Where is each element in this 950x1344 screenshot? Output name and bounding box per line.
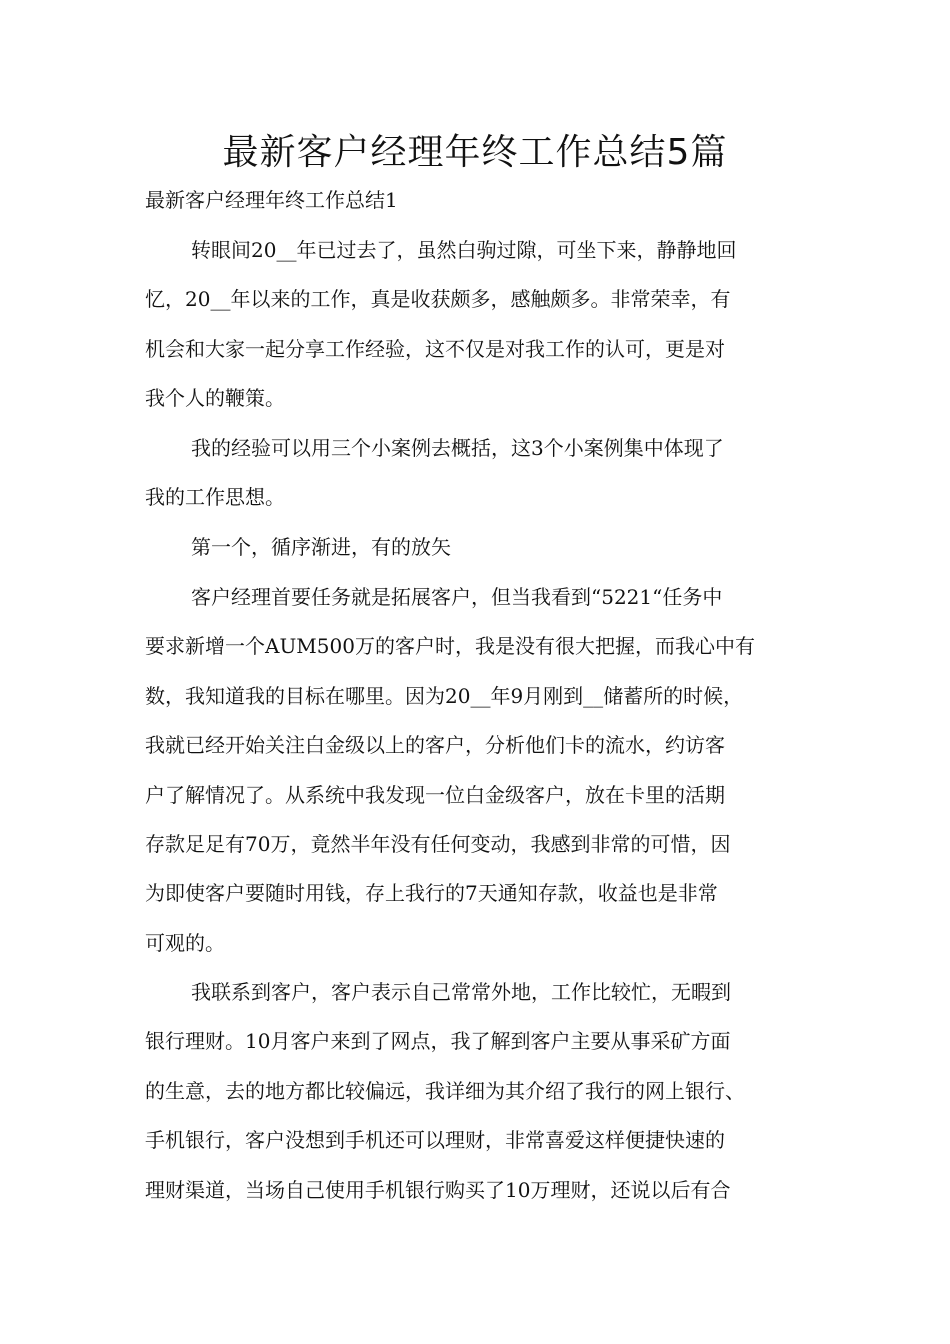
paragraph-line: 手机银行，客户没想到手机还可以理财，非常喜爱这样便捷快速的 bbox=[145, 1128, 725, 1153]
section-heading: 最新客户经理年终工作总结1 bbox=[145, 188, 398, 212]
paragraph-line: 我的工作思想。 bbox=[145, 485, 285, 510]
paragraph-line: 要求新增一个AUM500万的客户时，我是没有很大把握，而我心中有 bbox=[145, 634, 755, 659]
paragraph-line: 的生意，去的地方都比较偏远，我详细为其介绍了我行的网上银行、 bbox=[145, 1078, 745, 1103]
paragraph-line: 转眼间20__年已过去了，虽然白驹过隙，可坐下来，静静地回 bbox=[191, 238, 737, 262]
paragraph-line: 我的经验可以用三个小案例去概括，这3个小案例集中体现了 bbox=[191, 436, 724, 460]
paragraph-line: 户了解情况了。从系统中我发现一位白金级客户，放在卡里的活期 bbox=[145, 782, 725, 807]
paragraph-line: 我联系到客户，客户表示自己常常外地，工作比较忙，无暇到 bbox=[191, 980, 731, 1004]
paragraph-line: 可观的。 bbox=[145, 930, 225, 955]
paragraph-line: 机会和大家一起分享工作经验，这不仅是对我工作的认可，更是对 bbox=[145, 336, 725, 361]
paragraph-line: 客户经理首要任务就是拓展客户，但当我看到“5221“任务中 bbox=[191, 585, 723, 609]
paragraph-line: 银行理财。10月客户来到了网点，我了解到客户主要从事采矿方面 bbox=[145, 1029, 731, 1054]
paragraph-line: 我就已经开始关注白金级以上的客户，分析他们卡的流水，约访客 bbox=[145, 733, 725, 758]
paragraph-4 bbox=[145, 573, 835, 968]
paragraph-3 bbox=[145, 523, 835, 572]
paragraph-line: 为即使客户要随时用钱，存上我行的7天通知存款，收益也是非常 bbox=[145, 881, 718, 906]
paragraph-line: 数，我知道我的目标在哪里。因为20__年9月刚到__储蓄所的时候， bbox=[145, 683, 744, 708]
paragraph-2 bbox=[145, 424, 835, 523]
paragraph-line: 我个人的鞭策。 bbox=[145, 386, 285, 411]
document-title: 最新客户经理年终工作总结5篇 bbox=[222, 132, 728, 173]
paragraph-1 bbox=[145, 226, 835, 424]
paragraph-5 bbox=[145, 968, 835, 1215]
paragraph-line: 存款足足有70万，竟然半年没有任何变动，我感到非常的可惜，因 bbox=[145, 831, 731, 856]
paragraph-line: 第一个，循序渐进，有的放矢 bbox=[191, 535, 451, 559]
paragraph-line: 忆，20__年以来的工作，真是收获颇多，感触颇多。非常荣幸，有 bbox=[145, 287, 731, 312]
paragraph-line: 理财渠道，当场自己使用手机银行购买了10万理财，还说以后有合 bbox=[145, 1177, 731, 1202]
